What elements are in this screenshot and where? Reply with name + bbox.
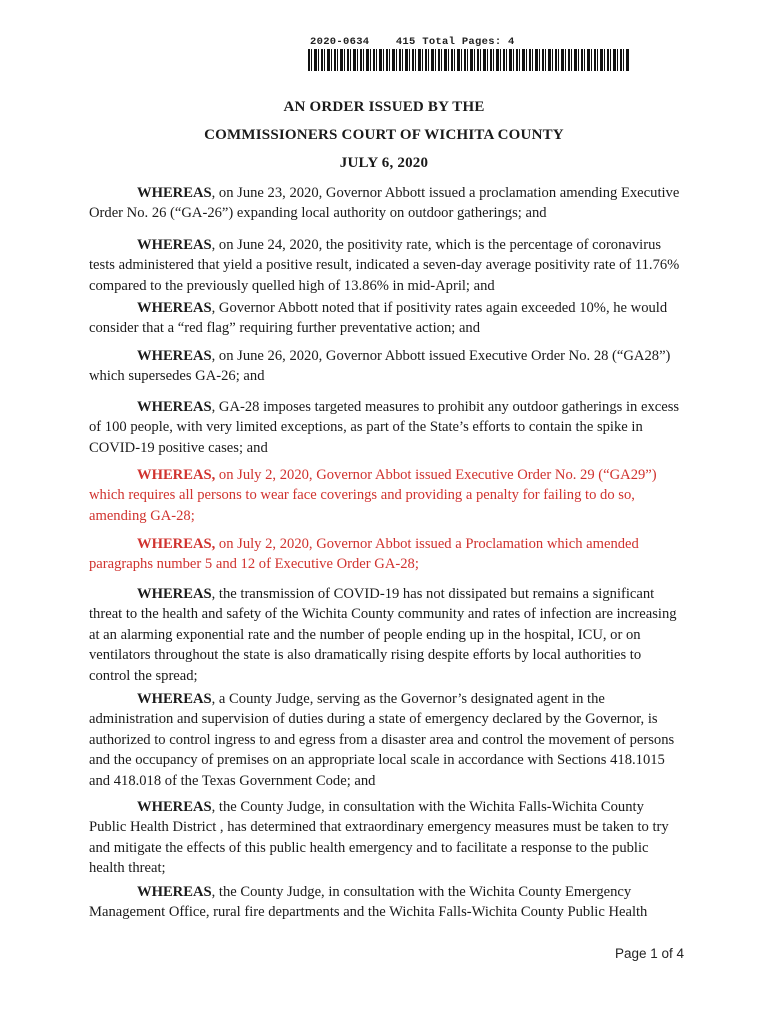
whereas-lead: WHEREAS [137, 691, 212, 707]
whereas-lead: WHEREAS [137, 185, 212, 201]
barcode [308, 49, 630, 71]
whereas-paragraph-11 [89, 882, 681, 923]
whereas-text: , the County Judge, in consultation with the Wichita Falls-Wichita County Public Health District , has determined that extraordinary emergency measures must be taken to try and mitigate the effects of this public health emergency and to facilitate a response to the public health threat; [89, 799, 669, 877]
whereas-text: , GA-28 imposes targeted measures to prohibit any outdoor gatherings in excess of 100 people, with very limited exceptions, as part of the State’s efforts to contain the spike in COVID-19 positive cases; and [89, 399, 680, 456]
whereas-text: on July 2, 2020, Governor Abbot issued a Proclamation which amended paragraphs number 5 and 12 of Executive Order GA-28; [89, 536, 639, 573]
whereas-text: , on June 24, 2020, the positivity rate, which is the percentage of coronavirus tests administered that yield a positive result, indicated a seven-day average positivity rate of 11.76% compared to the previously quelled high of 13.86% in mid-April; and [89, 237, 680, 294]
whereas-paragraph-9 [89, 689, 681, 791]
order-date: JULY 6, 2020 [339, 155, 429, 171]
whereas-lead: WHEREAS [137, 586, 212, 602]
whereas-paragraph-5 [89, 397, 681, 458]
whereas-paragraph-4 [89, 346, 681, 387]
whereas-lead: WHEREAS [137, 884, 212, 900]
whereas-lead: WHEREAS, [137, 467, 216, 483]
whereas-text: , on June 23, 2020, Governor Abbott issued a proclamation amending Executive Order No. 26 (“GA-26”) expanding local authority on outdoor gatherings; and [89, 185, 680, 222]
order-title-line-1: AN ORDER ISSUED BY THE [283, 99, 485, 115]
whereas-paragraph-2 [89, 235, 681, 296]
whereas-text: , the transmission of COVID-19 has not dissipated but remains a significant threat to the health and safety of the Wichita County community and rates of infection are increasing at an alarming exponential rate and the number of people ending up in the hospital, ICU, or on ventilators throughout the state is also dramatically rising despite efforts by local authorities to control the spread; [89, 586, 677, 684]
whereas-text: , Governor Abbott noted that if positivity rates again exceeded 10%, he would consider that a “red flag” requiring further preventative action; and [89, 300, 668, 337]
page-number: Page 1 of 4 [615, 946, 685, 961]
whereas-text: , on June 26, 2020, Governor Abbott issued Executive Order No. 28 (“GA28”) which supersedes GA-26; and [89, 348, 671, 385]
whereas-paragraph-8 [89, 584, 681, 686]
whereas-paragraph-3 [89, 298, 681, 339]
whereas-lead: WHEREAS, [137, 536, 216, 552]
whereas-paragraph-10 [89, 797, 681, 879]
whereas-paragraph-amendment-proclamation [89, 534, 681, 575]
whereas-text: on July 2, 2020, Governor Abbot issued Executive Order No. 29 (“GA29”) which requires all persons to wear face coverings and providing a penalty for failing to do so, amending GA-28; [89, 467, 657, 524]
whereas-paragraph-1 [89, 183, 681, 224]
document-stamp: 2020-0634 415 Total Pages: 4 [310, 36, 515, 48]
whereas-lead: WHEREAS [137, 799, 212, 815]
whereas-lead: WHEREAS [137, 237, 212, 253]
whereas-lead: WHEREAS [137, 348, 212, 364]
whereas-lead: WHEREAS [137, 399, 212, 415]
whereas-text: , a County Judge, serving as the Governor’s designated agent in the administration and supervision of duties during a state of emergency declared by the Governor, is authorized to control ingress to and egress from a disaster area and control the movement of persons and the occupancy of premises on an appropriate local scale in accordance with Sections 418.1015 and 418.018 of the Texas Government Code; and [89, 691, 675, 789]
whereas-text: , the County Judge, in consultation with the Wichita County Emergency Management Office, rural fire departments and the Wichita Falls-Wichita County Public Health [89, 884, 648, 921]
whereas-lead: WHEREAS [137, 300, 212, 316]
whereas-paragraph-amendment-ga29 [89, 465, 681, 526]
order-title-line-2: COMMISSIONERS COURT OF WICHITA COUNTY [204, 127, 564, 143]
